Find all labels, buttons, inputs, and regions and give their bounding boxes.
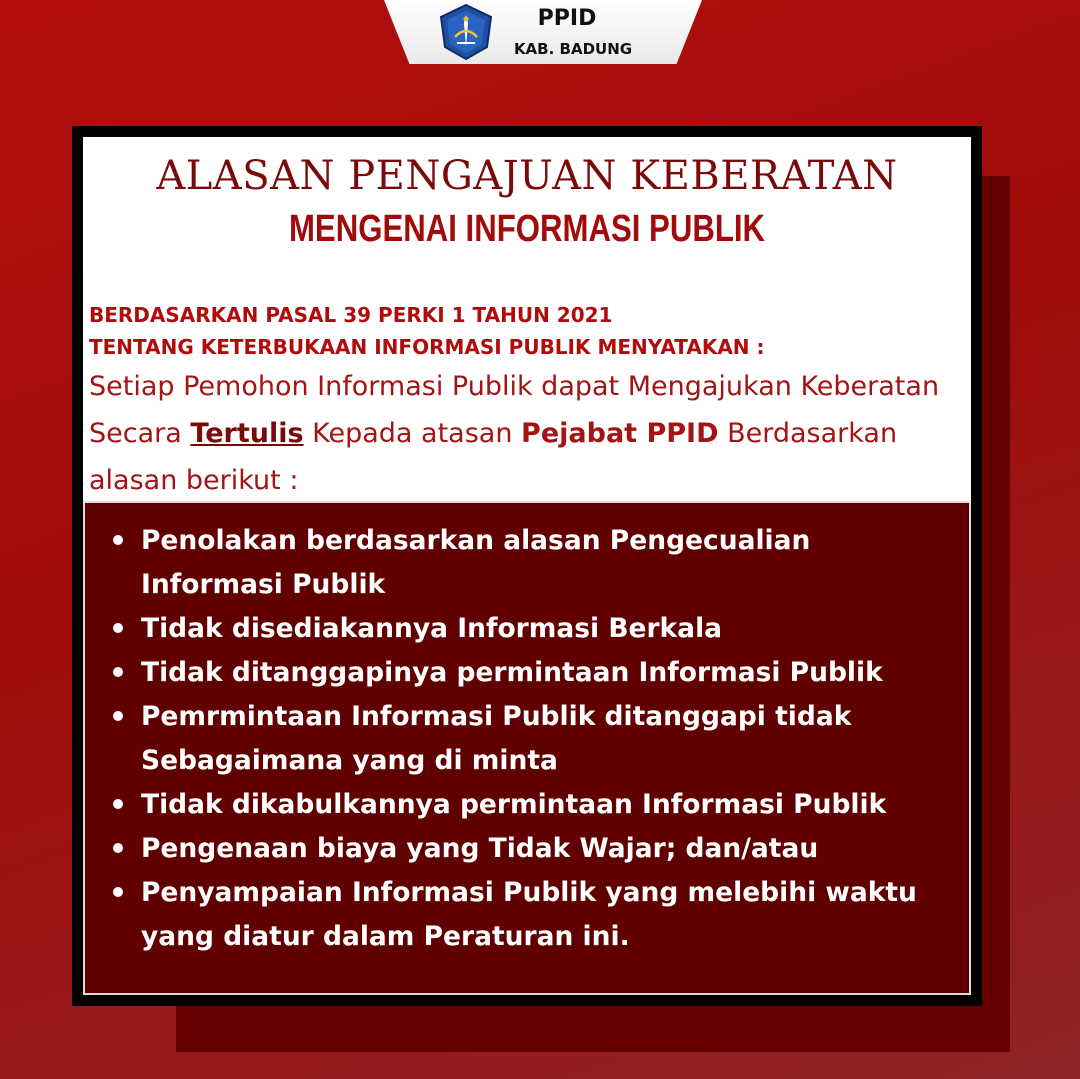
info-card [72,126,982,1006]
bullet-icon [113,843,123,853]
legal-basis-line-2: TENTANG KETERBUKAAN INFORMASI PUBLIK MENYATAKAN : [89,335,765,359]
list-item: Tidak dikabulkannya permintaan Informasi Publik [111,783,951,827]
intro-text-2: Kepada atasan [303,418,522,449]
bullet-icon [113,887,123,897]
kabupaten-badung-crest-icon [437,3,495,61]
list-item: Penyampaian Informasi Publik yang melebihi waktu yang diatur dalam Peraturan ini. [111,871,951,959]
heading-line-1: ALASAN PENGAJUAN KEBERATAN [156,153,898,199]
bullet-icon [113,711,123,721]
list-item: Pengenaan biaya yang Tidak Wajar; dan/atau [111,827,951,871]
badge-title: PPID [537,6,597,31]
list-item: Tidak ditanggapinya permintaan Informasi Publik [111,651,951,695]
list-item: Pemrmintaan Informasi Publik ditanggapi tidak Sebagaimana yang di minta [111,695,951,783]
bullet-icon [113,535,123,545]
list-item: Penolakan berdasarkan alasan Pengecualian Informasi Publik [111,519,951,607]
card-header-section [83,137,971,501]
intro-text-3: Berdasarkan alasan berikut : [89,418,898,496]
list-item: Tidak disediakannya Informasi Berkala [111,607,951,651]
reasons-list [111,519,951,959]
legal-basis-line-1: BERDASARKAN PASAL 39 PERKI 1 TAHUN 2021 [89,303,613,327]
intro-paragraph [89,363,965,504]
badge-subtitle: KAB. BADUNG [513,40,633,58]
intro-bold: Pejabat PPID [521,418,719,449]
bullet-icon [113,667,123,677]
intro-underlined: Tertulis [190,418,304,449]
bullet-icon [113,623,123,633]
intro-text-1: Setiap Pemohon Informasi Publik dapat Mengajukan Keberatan Secara [89,371,940,449]
heading-line-2: MENGENAI INFORMASI PUBLIK [288,208,766,250]
bullet-icon [113,799,123,809]
reasons-section [83,501,971,995]
legal-basis [89,299,959,363]
